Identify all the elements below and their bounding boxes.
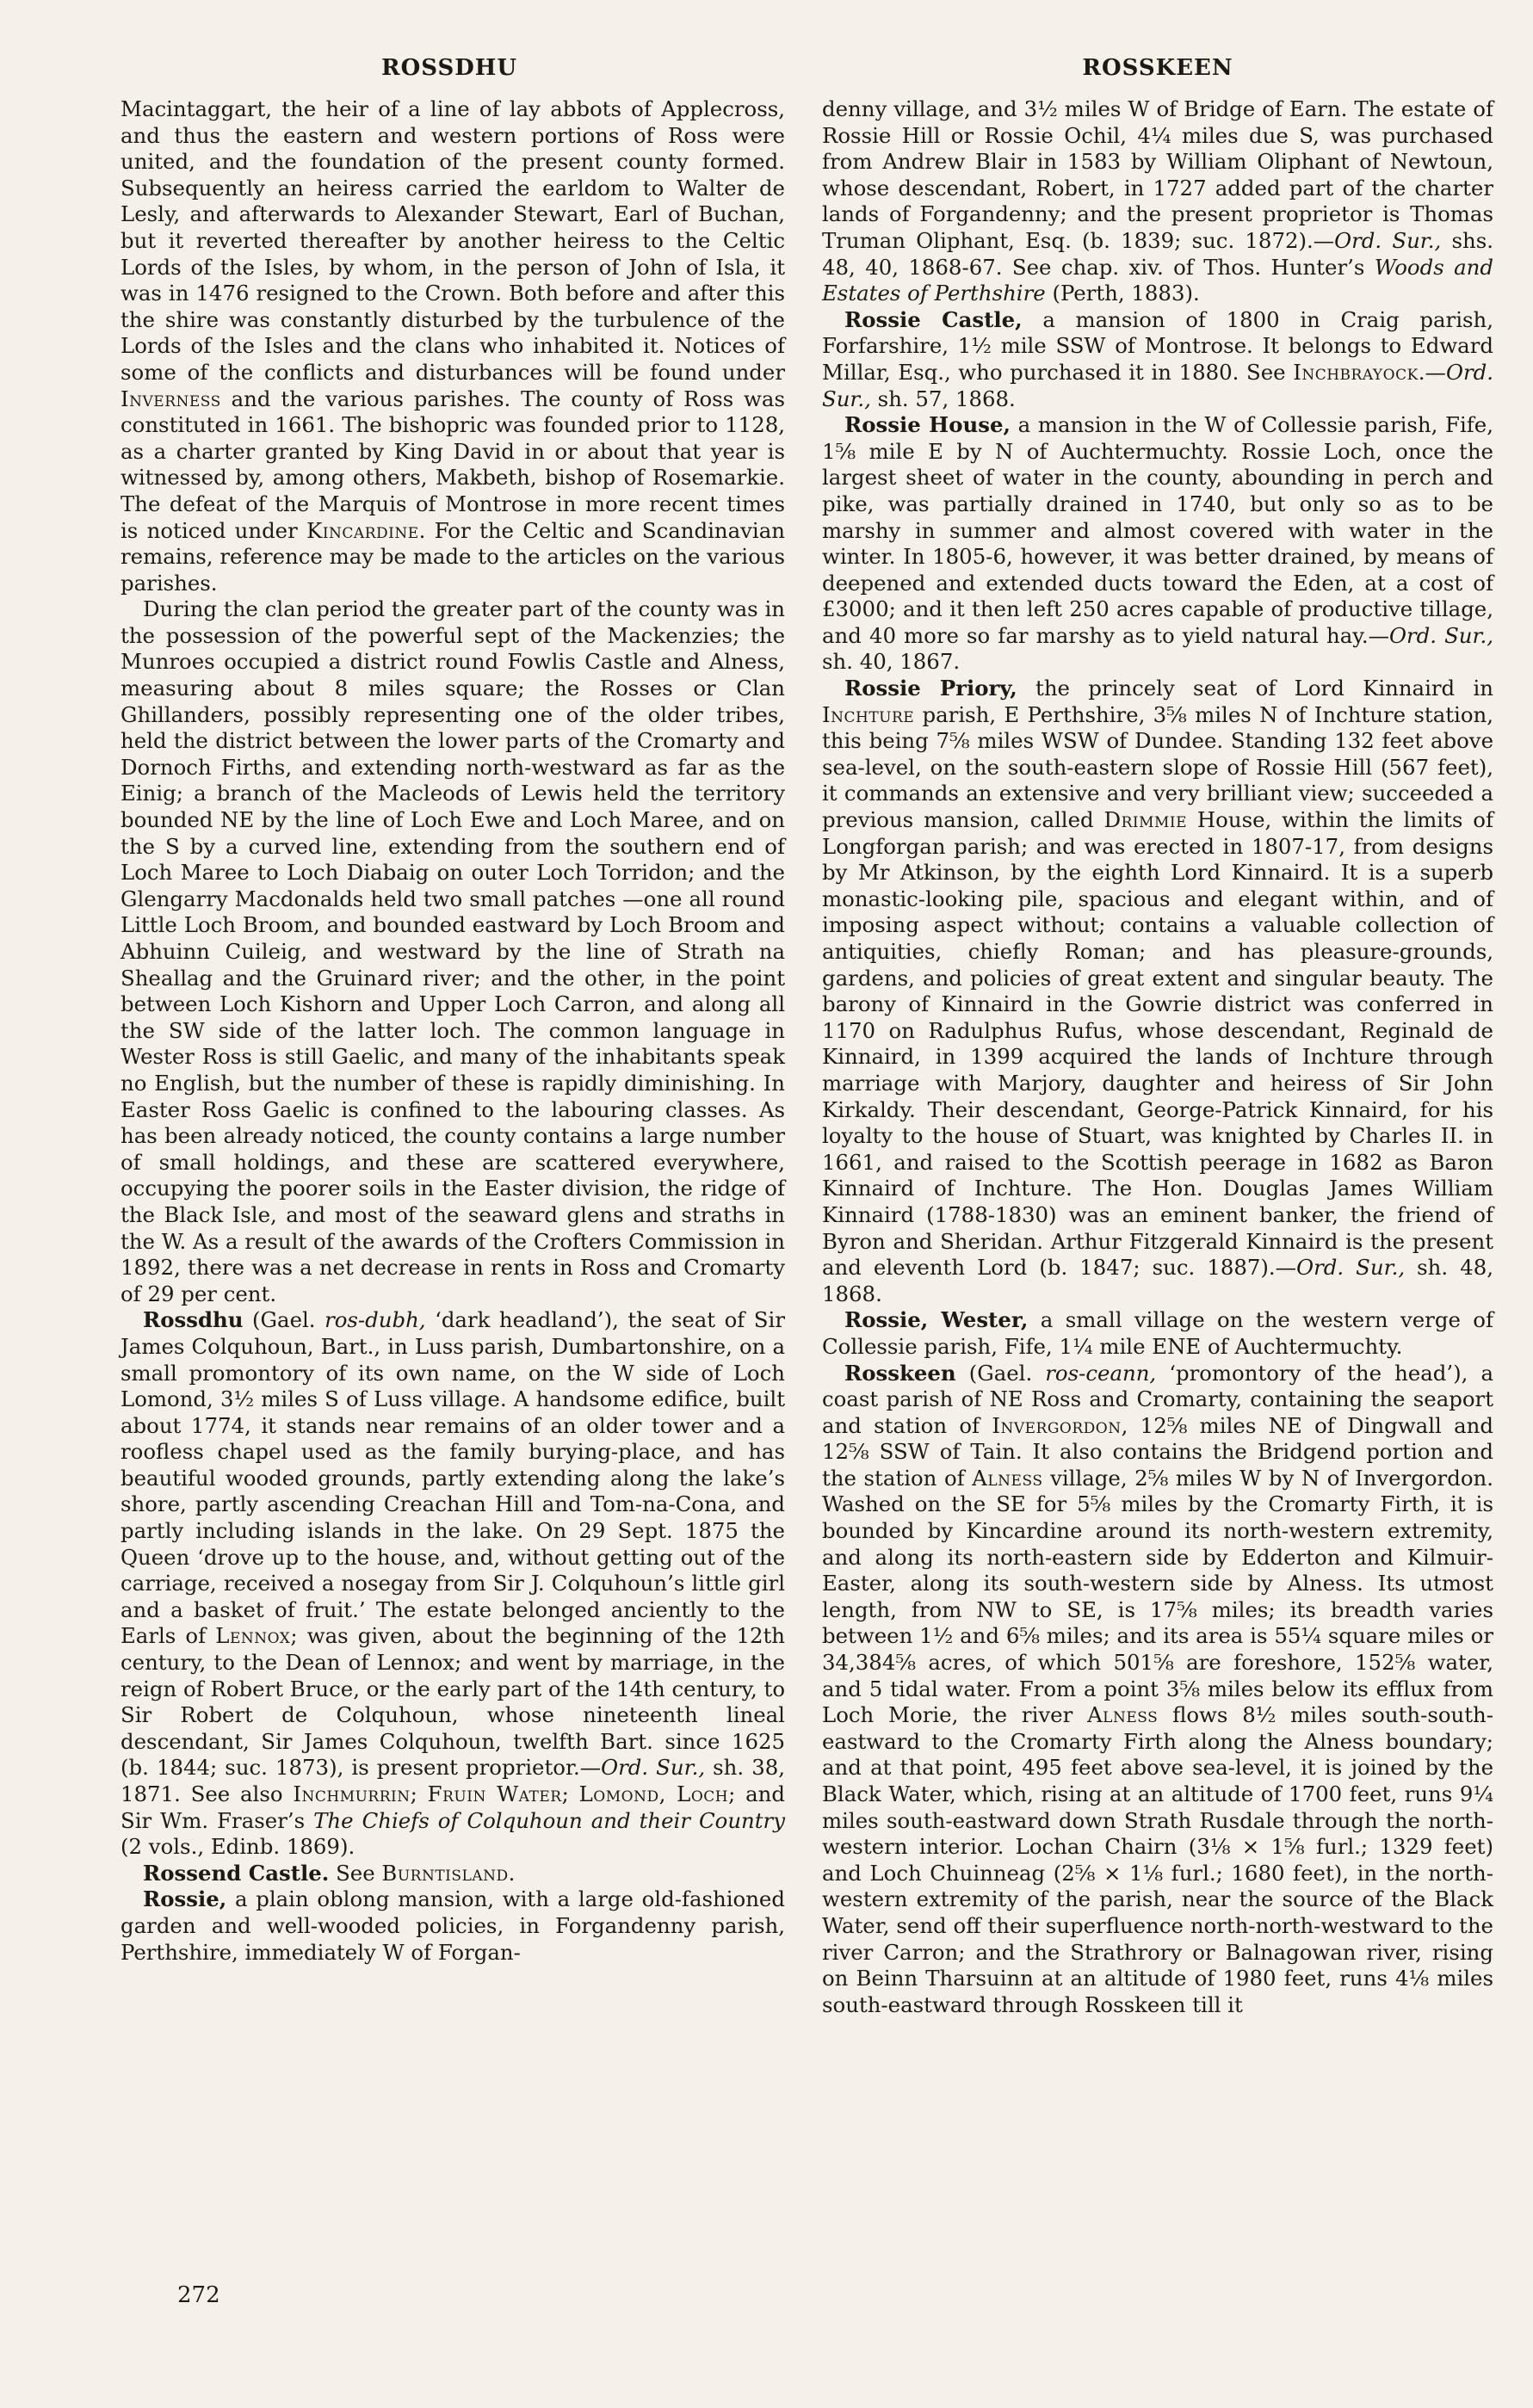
entry-rossie: Rossie, a plain oblong mansion, with a large old-fashioned garden and well-wooded policies, in Forgandenny parish, Perthshire, immediately W of Forgan- <box>121 1886 785 1965</box>
entry-rossie-house: Rossie House, a mansion in the W of Collessie parish, Fife, 1⅝ mile E by N of Auchtermuchty. Rossie Loch, once the largest sheet of water in the county, abounding in perch and pike, was partially drained in 1740, but only so as to be marshy in summer and almost covered with water in the winter. In 1805-6, however, it was better drained, by means of deepened and extended ducts toward the Eden, at a cost of £3000; and it then left 250 acres capable of productive tillage, and 40 more so far marshy as to yield natural hay.—Ord. Sur., sh. 40, 1867. <box>822 412 1493 675</box>
cross-reference: Inchbrayock <box>1293 359 1419 385</box>
entry-rossend-castle: Rossend Castle. See Burntisland. <box>143 1860 516 1886</box>
header-right-title: ROSSKEEN <box>1082 55 1233 81</box>
cross-reference: Drimmie <box>1103 807 1188 833</box>
cross-reference: Lomond, Loch <box>578 1781 729 1806</box>
page-number: 272 <box>177 2282 220 2308</box>
ross-history-paragraph: Macintaggart, the heir of a line of lay abbots of Applecross, and thus the eastern and western portions of Ross were united, and the foundation of the present county formed. Subsequently an heiress carried the earldom to Walter de Lesly, and afterwards to Alexander Stewart, Earl of Buchan, but it reverted thereafter by another heiress to the Celtic Lords of the Isles, by whom, in the person of John of Isla, it was in 1476 resigned to the Crown. Both before and after this the shire was constantly disturbed by the turbulence of the Lords of the Isles and the clans who inhabited it. Notices of some of the conflicts and disturbances will be found under Inverness and the various parishes. The county of Ross was constituted in 1661. The bishopric was founded prior to 1128, as a charter granted by King David in or about that year is witnessed by, among others, Makbeth, bishop of Rosemarkie. The defeat of the Marquis of Montrose in more recent times is noticed under Kincardine. For the Celtic and Scandinavian remains, reference may be made to the articles on the various parishes. <box>121 96 785 596</box>
entry-rossie-wester: Rossie, Wester, a small village on the western verge of Collessie parish, Fife, 1¼ mile ENE of Auchtermuchty. <box>822 1307 1493 1359</box>
clan-period-paragraph: During the clan period the greater part of the county was in the possession of the powerful sept of the Mackenzies; the Munroes occupied a district round Fowlis Castle and Alness, measuring about 8 miles square; the Rosses or Clan Ghillanders, possibly representing one of the older tribes, held the district between the lower parts of the Cromarty and Dornoch Firths, and extending north-westward as far as the Einig; a branch of the Macleods of Lewis held the territory bounded NE by the line of Loch Ewe and Loch Maree, and on the S by a curved line, extending from the southern end of Loch Maree to Loch Diabaig on outer Loch Torridon; and the Glengarry Macdonalds held two small patches —one all round Little Loch Broom, and bounded eastward by Loch Broom and Abhuinn Cuileig, and westward by the line of Strath na Sheallag and the Gruinard river; and the other, in the point between Loch Kishorn and Upper Loch Carron, and along all the SW side of the latter loch. The common language in Wester Ross is still Gaelic, and many of the inhabitants speak no English, but the number of these is rapidly diminishing. In Easter Ross Gaelic is confined to the labouring classes. As has been already noticed, the county contains a large number of small holdings, and these are scattered everywhere, occupying the poorer soils in the Easter division, the ridge of the Black Isle, and most of the seaward glens and straths in the W. As a result of the awards of the Crofters Commission in 1892, there was a net decrease in rents in Ross and Cromarty of 29 per cent. <box>121 596 785 1306</box>
cross-reference: Fruin Water <box>427 1781 562 1806</box>
header-left-title: ROSSDHU <box>380 55 518 81</box>
book-title: Woods and Estates of Perthshire <box>822 254 1494 306</box>
cross-reference: Alness <box>1087 1702 1159 1728</box>
running-header <box>0 55 1533 90</box>
cross-reference: Invergordon <box>992 1412 1122 1438</box>
book-title: The Chiefs of Colquhoun and their Country <box>313 1807 785 1833</box>
cross-reference: Alness <box>972 1465 1043 1491</box>
entry-rosskeen: Rosskeen (Gael. ros-ceann, ‘promontory of the head’), a coast parish of NE Ross and Cromarty, containing the seaport and station of Invergordon, 12⅝ miles NE of Dingwall and 12⅝ SSW of Tain. It also contains the Bridgend portion and the station of Alness village, 2⅝ miles W by N of Invergordon. Washed on the SE for 5⅝ miles by the Cromarty Firth, it is bounded by Kincardine around its north-western extremity, and along its north-eastern side by Edderton and Kilmuir-Easter, along its south-western side by Alness. Its utmost length, from NW to SE, is 17⅝ miles; its breadth varies between 1½ and 6⅝ miles; and its area is 55¼ square miles or 34,384⅝ acres, of which 501⅝ are foreshore, 152⅝ water, and 5 tidal water. From a point 3⅝ miles below its efflux from Loch Morie, the river Alness flows 8½ miles south-south-eastward to the Cromarty Firth along the Alness boundary; and at that point, 495 feet above sea-level, it is joined by the Black Water, which, rising at an altitude of 1700 feet, runs 9¼ miles south-eastward down Strath Rusdale through the north-western interior. Lochan Chairn (3⅛ × 1⅝ furl.; 1329 feet) and Loch Chuinneag (2⅝ × 1⅛ furl.; 1680 feet), in the north-western extremity of the parish, near the source of the Black Water, send off their superfluence north-north-westward to the river Carron; and the Strathrory or Balnagowan river, rising on Beinn Tharsuinn at an altitude of 1980 feet, runs 4⅛ miles south-eastward through Rosskeen till it <box>822 1360 1493 2017</box>
entry-rossie-castle: Rossie Castle, a mansion of 1800 in Craig parish, Forfarshire, 1½ mile SSW of Montrose. It belongs to Edward Millar, Esq., who purchased it in 1880. See Inchbrayock.—Ord. Sur., sh. 57, 1868. <box>822 306 1493 411</box>
right-column <box>822 96 1493 2334</box>
cross-reference: Inchmurrin <box>293 1781 411 1806</box>
cross-reference: Kincardine <box>306 517 419 543</box>
cross-reference: Inverness <box>121 386 221 411</box>
entry-heading: Rossdhu <box>143 1307 244 1333</box>
cross-reference: Inchture <box>822 701 915 727</box>
entry-heading: Rossie House, <box>844 412 1011 438</box>
entry-heading: Rossend Castle. <box>143 1860 330 1886</box>
entry-heading: Rossie Priory, <box>844 676 1017 701</box>
entry-heading: Rossie, <box>143 1886 227 1912</box>
entry-rossie-priory: Rossie Priory, the princely seat of Lord Kinnaird in Inchture parish, E Perthshire, 3⅝ miles N of Inchture station, this being 7⅝ miles WSW of Dundee. Standing 132 feet above sea-level, on the south-eastern slope of Rossie Hill (567 feet), it commands an extensive and very brilliant view; succeeded a previous mansion, called Drimmie House, within the limits of Longforgan parish; and was erected in 1807-17, from designs by Mr Atkinson, by the eighth Lord Kinnaird. It is a superb monastic-looking pile, spacious and elegant within, and of imposing aspect without; contains a valuable collection of antiquities, chiefly Roman; and has pleasure-grounds, gardens, and policies of great extent and singular beauty. The barony of Kinnaird in the Gowrie district was conferred in 1170 on Radulphus Rufus, whose descendant, Reginald de Kinnaird, in 1399 acquired the lands of Inchture through marriage with Marjory, daughter and heiress of Sir John Kirkaldy. Their descendant, George-Patrick Kinnaird, for his loyalty to the house of Stuart, was knighted by Charles II. in 1661, and raised to the Scottish peerage in 1682 as Baron Kinnaird of Inchture. The Hon. Douglas James William Kinnaird (1788-1830) was an eminent banker, the friend of Byron and Sheridan. Arthur Fitzgerald Kinnaird is the present and eleventh Lord (b. 1847; suc. 1887).—Ord. Sur., sh. 48, 1868. <box>822 676 1493 1306</box>
entry-heading: Rossie Castle, <box>844 306 1023 332</box>
entry-heading: Rossie, Wester, <box>844 1307 1029 1333</box>
entry-rossdhu: Rossdhu (Gael. ros-dubh, ‘dark headland’), the seat of Sir James Colquhoun, Bart., in Luss parish, Dumbartonshire, on a small promontory of its own name, on the W side of Loch Lomond, 3½ miles S of Luss village. A handsome edifice, built about 1774, it stands near remains of an older tower and a roofless chapel used as the family burying-place, and has beautiful wooded grounds, partly extending along the lake’s shore, partly ascending Creachan Hill and Tom-na-Cona, and partly including islands in the lake. On 29 Sept. 1875 the Queen ‘drove up to the house, and, without getting out of the carriage, received a nosegay from Sir J. Colquhoun’s little girl and a basket of fruit.’ The estate belonged anciently to the Earls of Lennox; was given, about the beginning of the 12th century, to the Dean of Lennox; and went by marriage, in the reign of Robert Bruce, or the early part of the 14th century, to Sir Robert de Colquhoun, whose nineteenth lineal descendant, Sir James Colquhoun, twelfth Bart. since 1625 (b. 1844; suc. 1873), is present proprietor.—Ord. Sur., sh. 38, 1871. See also Inchmurrin; Fruin Water; Lomond, Loch; and Sir Wm. Fraser’s The Chiefs of Colquhoun and their Country (2 vols., Edinb. 1869). <box>121 1307 786 1860</box>
entry-rossie-continued: denny village, and 3½ miles W of Bridge of Earn. The estate of Rossie Hill or Rossie Ochil, 4¼ miles due S, was purchased from Andrew Blair in 1583 by William Oliphant of Newtoun, whose descendant, Robert, in 1727 added part of the charter lands of Forgandenny; and the present proprietor is Thomas Truman Oliphant, Esq. (b. 1839; suc. 1872).—Ord. Sur., shs. 48, 40, 1868-67. See chap. xiv. of Thos. Hunter’s Woods and Estates of Perthshire (Perth, 1883). <box>822 96 1494 306</box>
cross-reference: Lennox <box>215 1623 291 1649</box>
cross-reference: Burntisland <box>381 1860 509 1886</box>
left-column <box>121 96 785 2300</box>
entry-heading: Rosskeen <box>844 1360 956 1386</box>
